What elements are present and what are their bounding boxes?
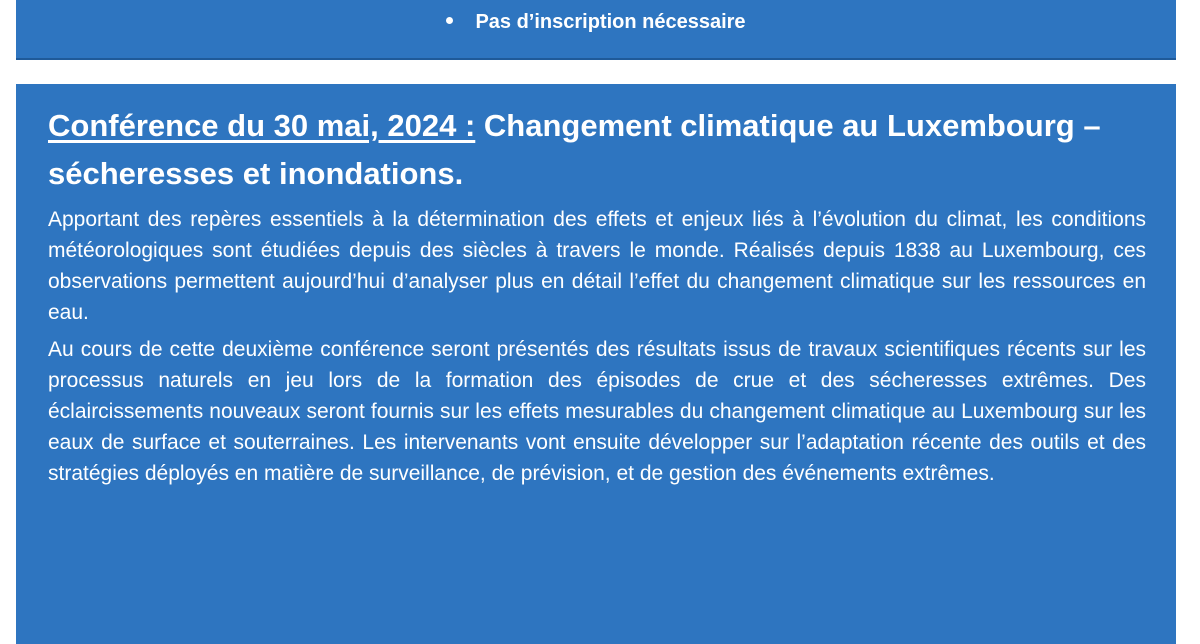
conference-panel (16, 84, 1176, 644)
conference-date: Conférence du 30 mai, 2024 : (48, 108, 476, 143)
info-panel-top (16, 0, 1176, 60)
bullet-text: Pas d’inscription nécessaire (475, 11, 746, 33)
paragraph-details: Au cours de cette deuxième conférence seront présentés des résultats issus de travaux scientifiques récents sur les processus naturels en jeu lors de la formation des épisodes de crue et des sécheresses extrêmes. Des éclaircissements nouveaux seront fournis sur les effets mesurables du changement climatique au Luxembourg sur les eaux de surface et souterraines. Les intervenants vont ensuite développer sur l’adaptation récente des outils et des stratégies déployés en matière de surveillance, de prévision, et de gestion des événements extrêmes. (48, 338, 1146, 485)
bullet-icon (446, 17, 453, 24)
paragraph-intro: Apportant des repères essentiels à la détermination des effets et enjeux liés à l’évolution du climat, les conditions météorologiques sont étudiées depuis des siècles à travers le monde. Réalisés depuis 1838 au Luxembourg, ces observations permettent aujourd’hui d’analyser plus en détail l’effet du changement climatique sur les ressources en eau. (48, 208, 1146, 324)
conference-title: Changement climatique au Luxembourg – sécheresses et inondations. (48, 108, 1101, 191)
bullet-item (16, 10, 1176, 34)
conference-heading (48, 102, 1146, 198)
